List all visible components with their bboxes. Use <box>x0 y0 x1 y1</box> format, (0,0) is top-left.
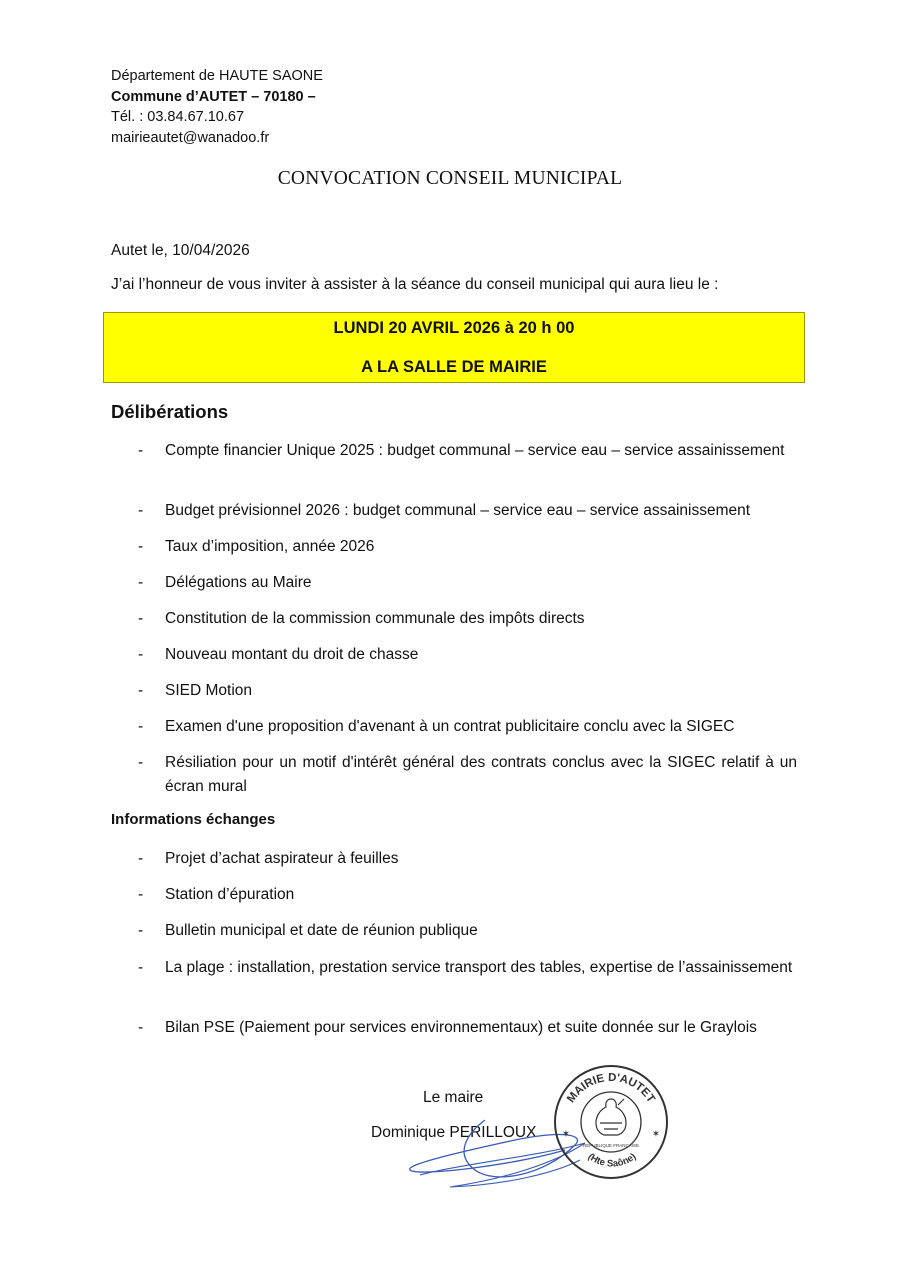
deliberation-item-text: Budget prévisionnel 2026 : budget communal – service eau – service assainissement <box>165 502 751 519</box>
deliberation-item-text: Compte financier Unique 2025 : budget communal – service eau – service assainissement <box>165 442 785 459</box>
stamp-motto: RÉPUBLIQUE FRANÇAISE <box>582 1143 640 1148</box>
municipal-stamp <box>552 1063 670 1181</box>
deliberation-item-text: Nouveau montant du droit de chasse <box>165 646 419 663</box>
department-line: Département de HAUTE SAONE <box>111 68 323 84</box>
bullet-dash: - <box>138 610 144 627</box>
bullet-dash: - <box>138 538 144 555</box>
information-item-text: Projet d’achat aspirateur à feuilles <box>165 850 399 867</box>
marianne-figure-icon <box>596 1099 626 1135</box>
deliberation-item-text: SIED Motion <box>165 682 253 699</box>
stamp-bottom-text: (Hte Saône) <box>585 1151 639 1170</box>
bullet-dash: - <box>138 886 144 903</box>
deliberation-item-text: Délégations au Maire <box>165 574 312 591</box>
phone-line: Tél. : 03.84.67.10.67 <box>111 109 245 125</box>
information-item-text: Bulletin municipal et date de réunion publique <box>165 922 478 939</box>
deliberations-heading: Délibérations <box>111 401 229 422</box>
email-line: mairieautet@wanadoo.fr <box>111 129 270 146</box>
bullet-dash: - <box>138 850 144 867</box>
bullet-dash: - <box>138 718 144 735</box>
information-item-text: Bilan PSE (Paiement pour services environnementaux) et suite donnée sur le Graylois <box>165 1019 757 1036</box>
date-line: Autet le, 10/04/2026 <box>111 242 250 259</box>
stamp-top-text: MAIRIE D'AUTET <box>565 1071 657 1106</box>
document-title: CONVOCATION CONSEIL MUNICIPAL <box>277 168 623 189</box>
bullet-dash: - <box>138 959 144 976</box>
intro-paragraph: J’ai l’honneur de vous inviter à assister à la séance du conseil municipal qui aura lieu le : <box>111 276 719 293</box>
meeting-location: A LA SALLE DE MAIRIE <box>361 358 547 376</box>
deliberation-item-text: Examen d'une proposition d'avenant à un contrat publicitaire conclu avec la SIGEC <box>165 718 735 735</box>
stamp-star-icon: ✶ <box>651 1129 661 1140</box>
meeting-datetime: LUNDI 20 AVRIL 2026 à 20 h 00 <box>333 319 575 337</box>
commune-line: Commune d’AUTET – 70180 – <box>111 88 316 105</box>
deliberation-item-text: Résiliation pour un motif d'intérêt général des contrats conclus avec la SIGEC relatif à un écran mural <box>165 754 797 795</box>
informations-heading: Informations échanges <box>111 811 276 828</box>
bullet-dash: - <box>138 682 144 699</box>
stamp-star-icon: ✶ <box>561 1129 571 1140</box>
bullet-dash: - <box>138 754 144 771</box>
information-item-text: Station d’épuration <box>165 886 295 903</box>
bullet-dash: - <box>138 502 144 519</box>
information-item-text: La plage : installation, prestation service transport des tables, expertise de l’assainissement <box>165 959 793 976</box>
signatory-name: Dominique PERILLOUX <box>371 1124 537 1141</box>
deliberation-item-text: Taux d’imposition, année 2026 <box>165 538 375 555</box>
bullet-dash: - <box>138 442 144 459</box>
bullet-dash: - <box>138 922 144 939</box>
bullet-dash: - <box>138 1019 144 1036</box>
bullet-dash: - <box>138 574 144 591</box>
meeting-highlight-box <box>103 312 805 383</box>
letterhead <box>111 66 323 148</box>
signatory-role: Le maire <box>423 1089 484 1106</box>
deliberation-item-text: Constitution de la commission communale des impôts directs <box>165 610 585 627</box>
bullet-dash: - <box>138 646 144 663</box>
